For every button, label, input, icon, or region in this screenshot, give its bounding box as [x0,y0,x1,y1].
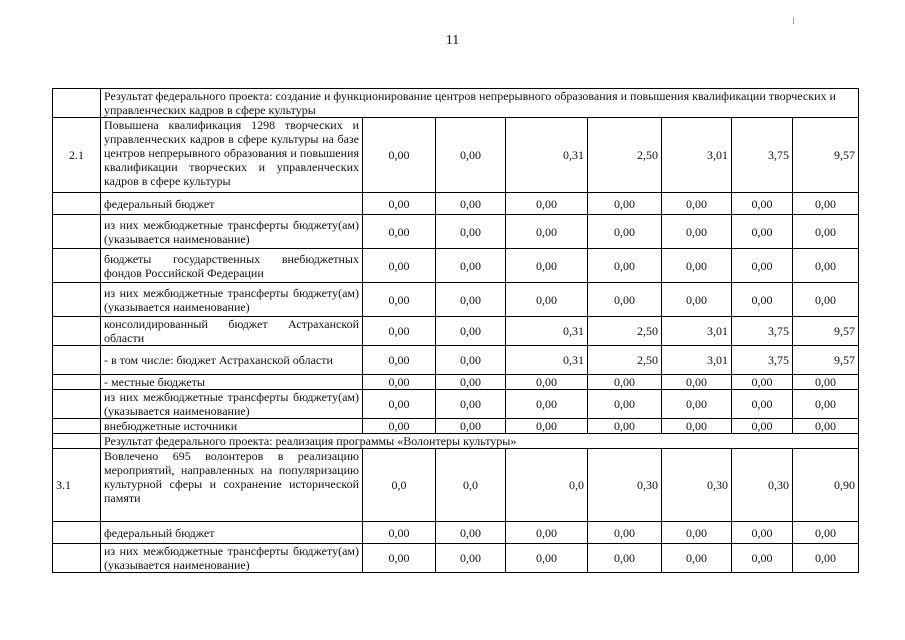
value-cell: 0,00 [588,419,662,434]
row-number [53,249,101,283]
value-cell: 0,00 [506,522,588,544]
row-number [53,390,101,419]
value-cell: 0,00 [436,544,506,573]
value-cell: 2,50 [588,118,662,193]
value-cell: 0,00 [662,375,732,390]
value-cell: 0,00 [662,419,732,434]
value-cell: 0,00 [732,390,793,419]
value-cell: 0,00 [363,118,436,193]
row-label: внебюджетные источники [101,419,363,434]
value-cell: 0,00 [363,544,436,573]
value-cell: 0,00 [363,193,436,215]
row-number [53,346,101,375]
row-label: из них межбюджетные трансферты бюджету(ам) (указывается наименование) [101,283,363,317]
row-label: консолидированный бюджет Астраханской области [101,317,363,346]
value-cell: 0,00 [436,283,506,317]
value-cell: 0,00 [506,249,588,283]
value-cell: 0,00 [588,283,662,317]
row-label: - в том числе: бюджет Астраханской области [101,346,363,375]
value-cell: 0,00 [662,283,732,317]
value-cell: 0,00 [506,375,588,390]
table-row [53,249,859,283]
value-cell: 0,00 [588,375,662,390]
value-cell: 0,00 [363,375,436,390]
page-number: 11 [445,33,460,48]
value-cell: 0,00 [732,283,793,317]
row-number [53,522,101,544]
value-cell: 0,00 [363,419,436,434]
value-cell: 0,00 [662,544,732,573]
value-cell: 0,0 [436,449,506,522]
table-row [53,317,859,346]
row-label: федеральный бюджет [101,193,363,215]
value-cell: 0,00 [793,544,859,573]
value-cell: 0,00 [588,522,662,544]
value-cell: 0,00 [793,390,859,419]
value-cell: 9,57 [793,317,859,346]
value-cell: 0,00 [732,544,793,573]
value-cell: 0,00 [732,215,793,249]
budget-table [52,88,859,573]
value-cell: 0,00 [506,390,588,419]
table-row [53,215,859,249]
value-cell: 0,00 [662,215,732,249]
value-cell: 0,0 [506,449,588,522]
row-number [53,419,101,434]
value-cell: 0,00 [793,522,859,544]
value-cell: 0,00 [436,419,506,434]
value-cell: 0,00 [793,375,859,390]
value-cell: 0,00 [662,249,732,283]
row-number: 2.1 [53,118,101,193]
value-cell: 0,00 [662,522,732,544]
value-cell: 0,00 [588,544,662,573]
table-row [53,419,859,434]
value-cell: 3,75 [732,317,793,346]
value-cell: 0,00 [793,193,859,215]
value-cell: 0,0 [363,449,436,522]
value-cell: 0,00 [436,390,506,419]
value-cell: 0,00 [436,522,506,544]
table-row [53,283,859,317]
row-label: федеральный бюджет [101,522,363,544]
value-cell: 0,00 [363,283,436,317]
value-cell: 0,30 [662,449,732,522]
value-cell: 0,00 [662,390,732,419]
value-cell: 0,00 [363,249,436,283]
row-label: бюджеты государственных внебюджетных фондов Российской Федерации [101,249,363,283]
value-cell: 0,30 [732,449,793,522]
section-header: Результат федерального проекта: реализация программы «Волонтеры культуры» [101,434,859,449]
value-cell: 0,00 [732,419,793,434]
value-cell: 0,00 [662,193,732,215]
section-header-row [53,89,859,118]
value-cell: 0,00 [363,390,436,419]
value-cell: 0,00 [588,193,662,215]
value-cell: 0,00 [436,249,506,283]
row-label: Повышена квалификация 1298 творческих и управленческих кадров в сфере культуры на базе центров непрерывного образования и повышения квалификации творческих и управленческих кадров в сфере культуры [101,118,363,193]
value-cell: 0,00 [793,215,859,249]
row-label: Вовлечено 695 волонтеров в реализацию мероприятий, направленных на популяризацию культурной сферы и сохранение исторической памяти [101,449,363,522]
row-number [53,283,101,317]
value-cell: 0,00 [793,419,859,434]
value-cell: 0,00 [732,249,793,283]
value-cell: 0,00 [588,215,662,249]
value-cell: 0,00 [793,249,859,283]
row-number [53,375,101,390]
table-row [53,390,859,419]
value-cell: 0,00 [732,522,793,544]
value-cell: 0,00 [363,215,436,249]
row-number [53,215,101,249]
value-cell: 3,01 [662,118,732,193]
value-cell: 0,00 [506,283,588,317]
table-row [53,522,859,544]
value-cell: 2,50 [588,346,662,375]
value-cell: 3,75 [732,118,793,193]
value-cell: 0,00 [436,118,506,193]
value-cell: 0,00 [506,419,588,434]
value-cell: 0,30 [588,449,662,522]
value-cell: 0,00 [436,346,506,375]
row-number [53,434,101,449]
value-cell: 2,50 [588,317,662,346]
value-cell: 0,00 [436,375,506,390]
value-cell: 0,00 [363,346,436,375]
row-number: 3.1 [53,449,101,522]
table-row [53,118,859,193]
value-cell: 0,31 [506,346,588,375]
row-number [53,89,101,118]
table-row [53,375,859,390]
value-cell: 0,90 [793,449,859,522]
value-cell: 0,31 [506,118,588,193]
value-cell: 0,00 [506,215,588,249]
value-cell: 9,57 [793,118,859,193]
value-cell: 9,57 [793,346,859,375]
row-label: из них межбюджетные трансферты бюджету(ам) (указывается наименование) [101,215,363,249]
row-label: из них межбюджетные трансферты бюджету(ам) (указывается наименование) [101,390,363,419]
value-cell: 0,31 [506,317,588,346]
value-cell: 0,00 [506,193,588,215]
table-row [53,346,859,375]
row-number [53,193,101,215]
value-cell: 0,00 [436,193,506,215]
value-cell: 0,00 [732,193,793,215]
section-header-row [53,434,859,449]
section-header: Результат федерального проекта: создание и функционирование центров непрерывного образования и повышения квалификации творческих и управленческих кадров в сфере культуры [101,89,859,118]
value-cell: 0,00 [436,317,506,346]
value-cell: 0,00 [793,283,859,317]
scan-mark [793,18,794,24]
row-number [53,544,101,573]
value-cell: 0,00 [436,215,506,249]
value-cell: 0,00 [588,390,662,419]
value-cell: 0,00 [506,544,588,573]
value-cell: 3,75 [732,346,793,375]
value-cell: 3,01 [662,317,732,346]
row-number [53,317,101,346]
table-row [53,193,859,215]
row-label: из них межбюджетные трансферты бюджету(ам) (указывается наименование) [101,544,363,573]
value-cell: 0,00 [363,522,436,544]
row-label: - местные бюджеты [101,375,363,390]
value-cell: 0,00 [588,249,662,283]
value-cell: 3,01 [662,346,732,375]
value-cell: 0,00 [732,375,793,390]
value-cell: 0,00 [363,317,436,346]
table-row [53,449,859,522]
table-row [53,544,859,573]
